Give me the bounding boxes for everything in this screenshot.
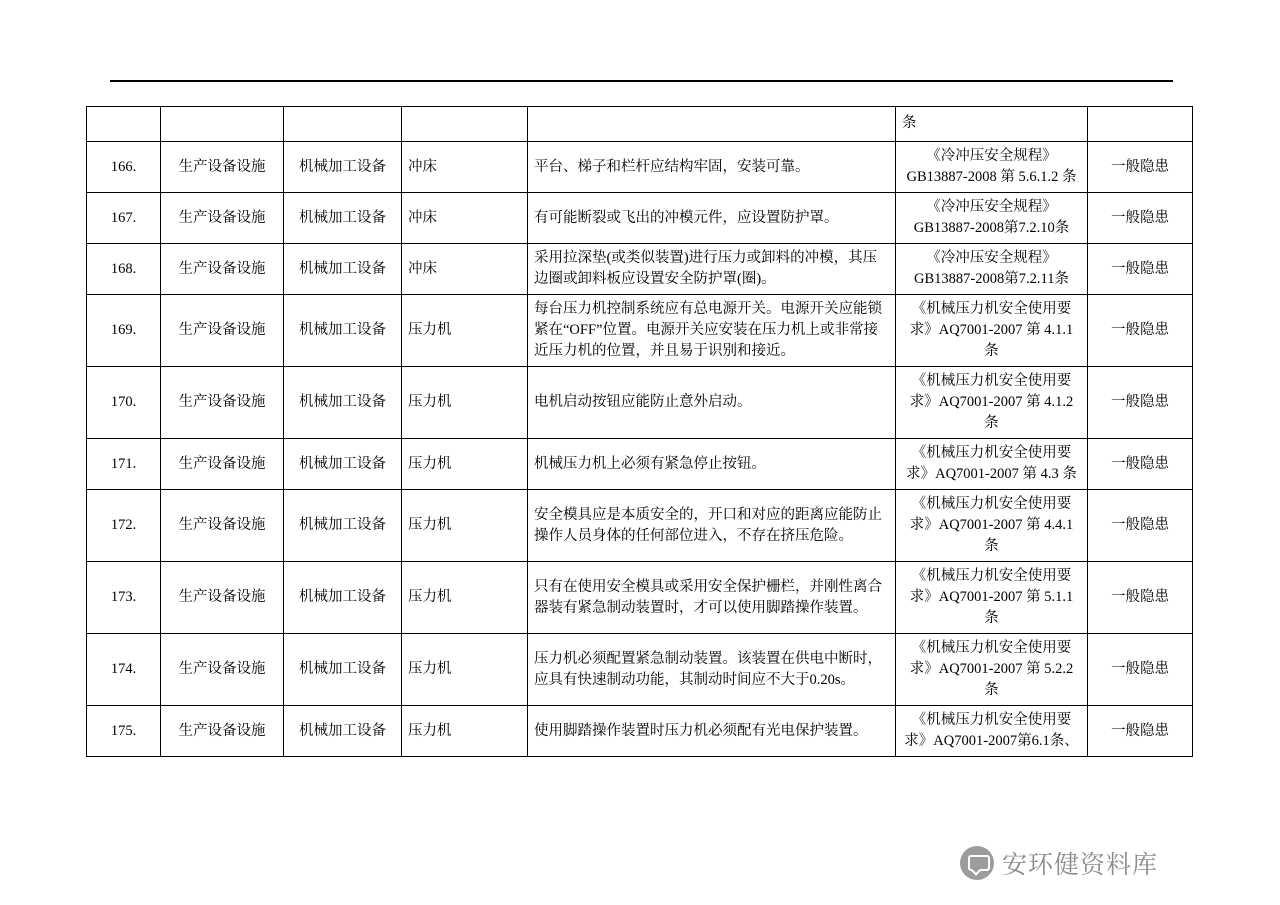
table-row: [87, 244, 1193, 295]
cell-device: 压力机: [402, 439, 528, 490]
cell-no: 173.: [87, 562, 161, 634]
cell-description: 平台、梯子和栏杆应结构牢固，安装可靠。: [528, 142, 896, 193]
book-circle-icon: [960, 846, 994, 880]
cell-level: 一般隐患: [1088, 634, 1193, 706]
cell-no: 174.: [87, 634, 161, 706]
cell-category: 生产设备设施: [161, 490, 284, 562]
cell-level: 一般隐患: [1088, 562, 1193, 634]
cell-reference: 《机械压力机安全使用要求》AQ7001-2007 第 4.4.1 条: [896, 490, 1088, 562]
cell-category: 生产设备设施: [161, 295, 284, 367]
cell-category: [161, 107, 284, 142]
cell-subcategory: 机械加工设备: [284, 244, 402, 295]
cell-category: 生产设备设施: [161, 634, 284, 706]
cell-description: 电机启动按钮应能防止意外启动。: [528, 367, 896, 439]
cell-device: 冲床: [402, 244, 528, 295]
cell-device: 冲床: [402, 193, 528, 244]
cell-level: 一般隐患: [1088, 193, 1193, 244]
cell-description: 有可能断裂或飞出的冲模元件，应设置防护罩。: [528, 193, 896, 244]
cell-device: 压力机: [402, 367, 528, 439]
watermark: [960, 845, 1158, 881]
cell-level: 一般隐患: [1088, 244, 1193, 295]
cell-subcategory: 机械加工设备: [284, 142, 402, 193]
cell-reference: 《机械压力机安全使用要求》AQ7001-2007 第 4.1.2 条: [896, 367, 1088, 439]
cell-reference: 《机械压力机安全使用要求》AQ7001-2007 第 5.2.2 条: [896, 634, 1088, 706]
cell-description: 每台压力机控制系统应有总电源开关。电源开关应能锁紧在“OFF”位置。电源开关应安装在压力机上或非常接近压力机的位置，并且易于识别和接近。: [528, 295, 896, 367]
cell-no: 166.: [87, 142, 161, 193]
cell-device: 冲床: [402, 142, 528, 193]
cell-subcategory: 机械加工设备: [284, 367, 402, 439]
cell-description: 安全模具应是本质安全的，开口和对应的距离应能防止操作人员身体的任何部位进入，不存在挤压危险。: [528, 490, 896, 562]
cell-reference: 《机械压力机安全使用要求》AQ7001-2007第6.1条、: [896, 706, 1088, 757]
table-row: [87, 490, 1193, 562]
cell-no: 171.: [87, 439, 161, 490]
cell-subcategory: 机械加工设备: [284, 634, 402, 706]
hazard-table-container: [86, 106, 1192, 757]
cell-subcategory: 机械加工设备: [284, 193, 402, 244]
cell-subcategory: [284, 107, 402, 142]
cell-category: 生产设备设施: [161, 706, 284, 757]
cell-category: 生产设备设施: [161, 562, 284, 634]
cell-subcategory: 机械加工设备: [284, 706, 402, 757]
cell-category: 生产设备设施: [161, 193, 284, 244]
cell-device: 压力机: [402, 295, 528, 367]
cell-category: 生产设备设施: [161, 439, 284, 490]
cell-device: 压力机: [402, 634, 528, 706]
cell-device: 压力机: [402, 562, 528, 634]
cell-level: 一般隐患: [1088, 706, 1193, 757]
cell-description: [528, 107, 896, 142]
cell-level: 一般隐患: [1088, 295, 1193, 367]
table-row-continuation: [87, 107, 1193, 142]
cell-description: 只有在使用安全模具或采用安全保护栅栏，并刚性离合器装有紧急制动装置时，才可以使用脚踏操作装置。: [528, 562, 896, 634]
cell-level: 一般隐患: [1088, 142, 1193, 193]
table-row: [87, 193, 1193, 244]
cell-description: 压力机必须配置紧急制动装置。该装置在供电中断时，应具有快速制动功能，其制动时间应不大于0.20s。: [528, 634, 896, 706]
cell-reference: 《机械压力机安全使用要求》AQ7001-2007 第 4.1.1 条: [896, 295, 1088, 367]
cell-subcategory: 机械加工设备: [284, 562, 402, 634]
hazard-table: [86, 106, 1193, 757]
cell-reference: 《机械压力机安全使用要求》AQ7001-2007 第 5.1.1 条: [896, 562, 1088, 634]
cell-category: 生产设备设施: [161, 367, 284, 439]
cell-subcategory: 机械加工设备: [284, 439, 402, 490]
cell-reference: 条: [896, 107, 1088, 142]
cell-no: 169.: [87, 295, 161, 367]
table-row: [87, 634, 1193, 706]
cell-category: 生产设备设施: [161, 142, 284, 193]
cell-device: 压力机: [402, 706, 528, 757]
cell-level: 一般隐患: [1088, 490, 1193, 562]
cell-subcategory: 机械加工设备: [284, 490, 402, 562]
cell-reference: 《冷冲压安全规程》GB13887-2008第7.2.11条: [896, 244, 1088, 295]
cell-reference: 《冷冲压安全规程》GB13887-2008 第 5.6.1.2 条: [896, 142, 1088, 193]
cell-no: 167.: [87, 193, 161, 244]
cell-description: 采用拉深垫(或类似装置)进行压力或卸料的冲模，其压边圈或卸料板应设置安全防护罩(圈)。: [528, 244, 896, 295]
table-row: [87, 142, 1193, 193]
table-row: [87, 562, 1193, 634]
cell-reference: 《冷冲压安全规程》GB13887-2008第7.2.10条: [896, 193, 1088, 244]
table-row: [87, 295, 1193, 367]
table-row: [87, 439, 1193, 490]
table-body: [87, 107, 1193, 757]
table-row: [87, 706, 1193, 757]
cell-no: 168.: [87, 244, 161, 295]
cell-level: 一般隐患: [1088, 367, 1193, 439]
cell-subcategory: 机械加工设备: [284, 295, 402, 367]
cell-no: 170.: [87, 367, 161, 439]
cell-reference: 《机械压力机安全使用要求》AQ7001-2007 第 4.3 条: [896, 439, 1088, 490]
cell-no: [87, 107, 161, 142]
cell-category: 生产设备设施: [161, 244, 284, 295]
cell-device: 压力机: [402, 490, 528, 562]
table-row: [87, 367, 1193, 439]
cell-description: 机械压力机上必须有紧急停止按钮。: [528, 439, 896, 490]
watermark-label: 安环健资料库: [1002, 850, 1159, 879]
cell-description: 使用脚踏操作装置时压力机必须配有光电保护装置。: [528, 706, 896, 757]
cell-no: 175.: [87, 706, 161, 757]
cell-level: [1088, 107, 1193, 142]
header-rule: [110, 80, 1173, 82]
cell-level: 一般隐患: [1088, 439, 1193, 490]
cell-no: 172.: [87, 490, 161, 562]
cell-device: [402, 107, 528, 142]
